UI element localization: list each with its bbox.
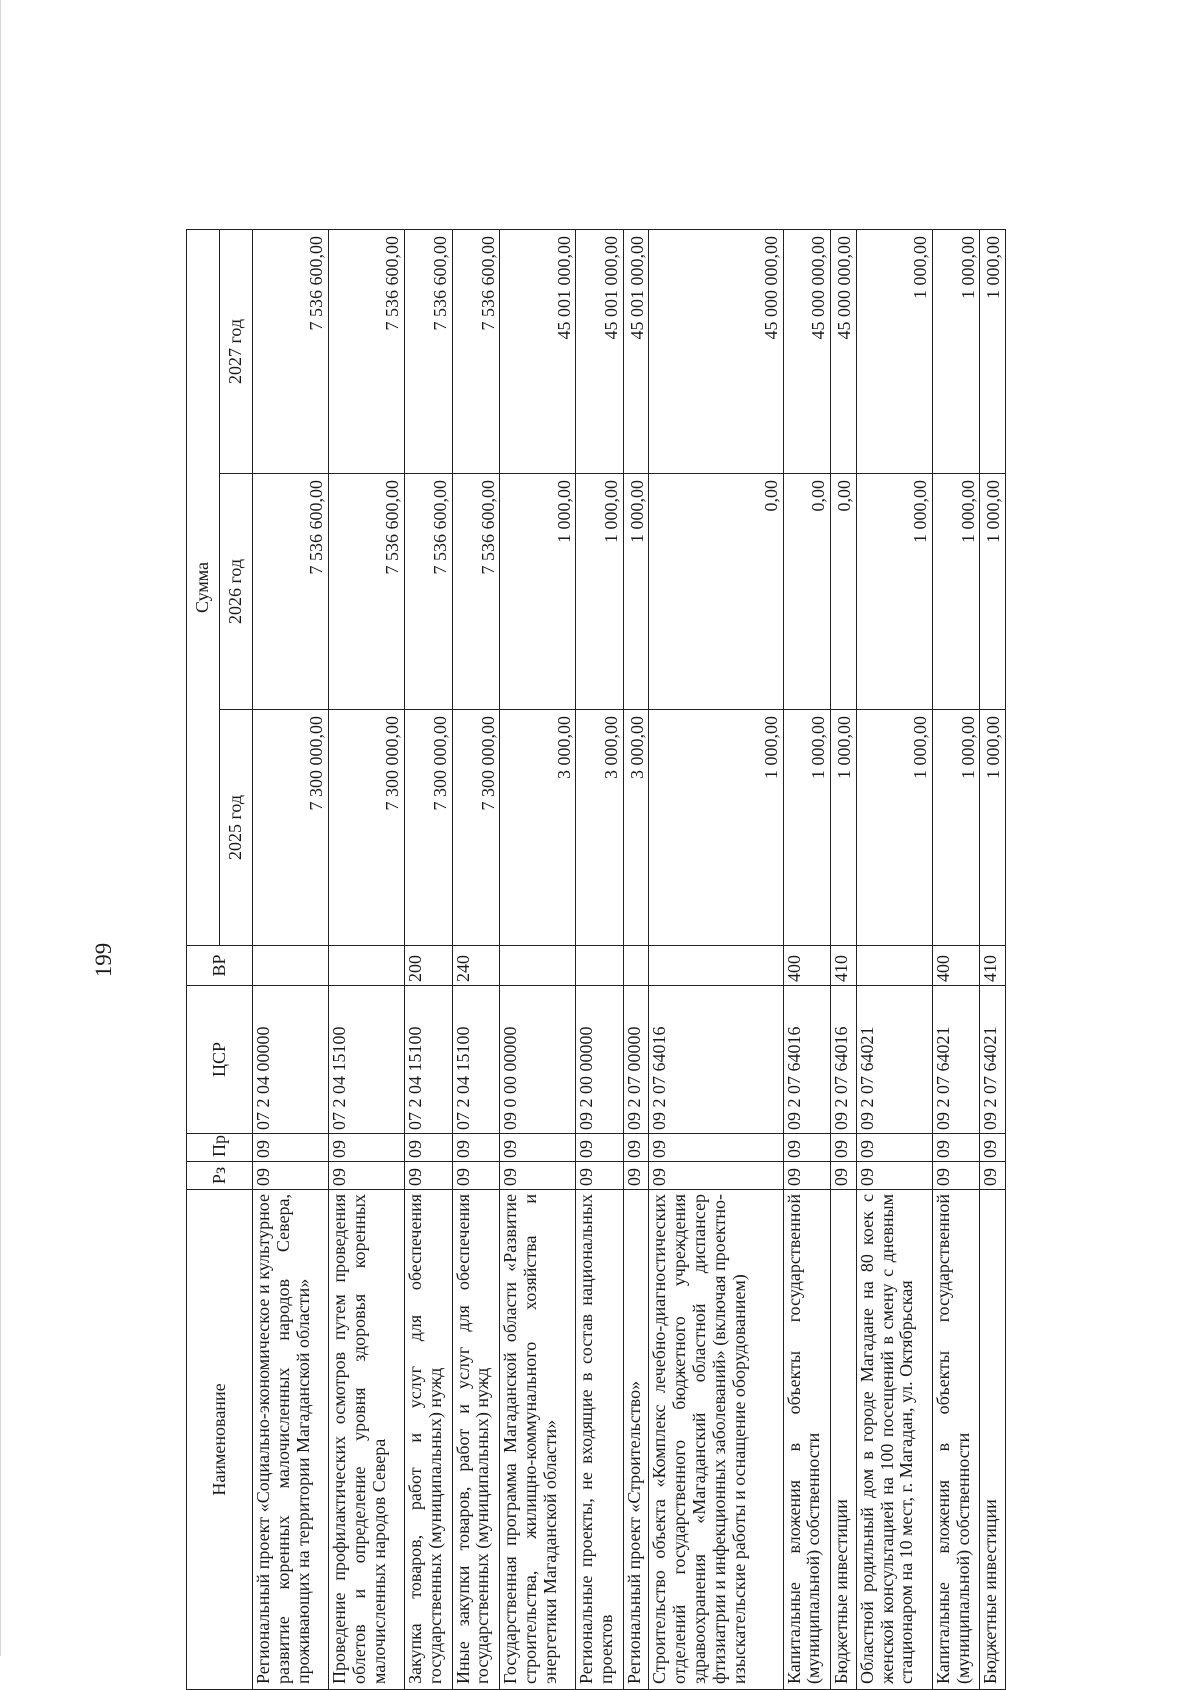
row-rz: 09	[452, 1162, 500, 1190]
row-vr: 410	[980, 946, 1006, 986]
row-name: Иные закупки товаров, работ и услуг для обеспечения государственных (муниципальных) нужд	[452, 1190, 500, 1690]
row-rz: 09	[329, 1162, 405, 1190]
row-2026: 7 536 600,00	[253, 474, 329, 710]
row-2026: 0,00	[783, 474, 831, 710]
row-vr: 410	[831, 946, 856, 986]
row-pr: 09	[783, 1134, 831, 1162]
row-2026: 7 536 600,00	[329, 474, 405, 710]
row-name: Государственная программа Магаданской области «Развитие строительства, жилищно-коммунального хозяйства и энергетики Магаданской области»	[500, 1190, 576, 1690]
header-2026: 2026 год	[220, 474, 253, 710]
table-row	[932, 229, 980, 1689]
row-csr: 07 2 04 00000	[253, 986, 329, 1134]
row-vr	[500, 946, 576, 986]
row-2025: 1 000,00	[980, 710, 1006, 946]
table-row	[500, 229, 576, 1689]
budget-table	[186, 229, 1006, 1690]
row-2025: 3 000,00	[576, 710, 624, 946]
row-vr: 400	[932, 946, 980, 986]
row-2025: 3 000,00	[623, 710, 648, 946]
row-2025: 3 000,00	[500, 710, 576, 946]
row-rz: 09	[576, 1162, 624, 1190]
table-row	[856, 229, 932, 1689]
scan-margin-line	[0, 0, 1, 1656]
row-2026: 0,00	[831, 474, 856, 710]
row-rz: 09	[623, 1162, 648, 1190]
row-csr: 07 2 04 15100	[405, 986, 453, 1134]
row-2026: 1 000,00	[576, 474, 624, 710]
row-csr: 09 2 07 64021	[856, 986, 932, 1134]
table-body	[253, 229, 1006, 1689]
row-name: Строительство объекта «Комплекс лечебно-диагностических отделений государственного бюджетного учреждения здравоохранения «Магаданский областной диспансер фтизиатрии и инфекционных заболеваний» (включая проектно-изыскательские работы и оснащение оборудованием)	[649, 1190, 783, 1690]
table-row	[623, 229, 648, 1689]
header-row-1	[187, 229, 220, 1689]
row-pr: 09	[500, 1134, 576, 1162]
row-csr: 09 2 00 00000	[576, 986, 624, 1134]
row-vr	[856, 946, 932, 986]
row-name: Областной родильный дом в городе Магадане на 80 коек с женской консультацией на 100 посещений в смену с дневным стационаром на 10 мест, г. Магадан, ул. Октябрьская	[856, 1190, 932, 1690]
row-pr: 09	[623, 1134, 648, 1162]
row-name: Бюджетные инвестиции	[980, 1190, 1006, 1690]
row-2026: 1 000,00	[623, 474, 648, 710]
row-pr: 09	[831, 1134, 856, 1162]
row-2025: 1 000,00	[932, 710, 980, 946]
table-row	[253, 229, 329, 1689]
row-vr	[623, 946, 648, 986]
row-2026: 1 000,00	[932, 474, 980, 710]
header-pr: Пр	[187, 1134, 253, 1162]
row-2025: 1 000,00	[783, 710, 831, 946]
row-2027: 1 000,00	[856, 229, 932, 473]
row-2025: 7 300 000,00	[452, 710, 500, 946]
row-2027: 45 000 000,00	[783, 229, 831, 473]
table-row	[329, 229, 405, 1689]
row-pr: 09	[649, 1134, 783, 1162]
row-rz: 09	[253, 1162, 329, 1190]
header-2027: 2027 год	[220, 229, 253, 473]
row-rz: 09	[783, 1162, 831, 1190]
header-2025: 2025 год	[220, 710, 253, 946]
row-2025: 7 300 000,00	[253, 710, 329, 946]
row-rz: 09	[831, 1162, 856, 1190]
row-2026: 7 536 600,00	[452, 474, 500, 710]
row-pr: 09	[932, 1134, 980, 1162]
row-pr: 09	[856, 1134, 932, 1162]
header-rz: Рз	[187, 1162, 253, 1190]
row-2027: 7 536 600,00	[405, 229, 453, 473]
row-2027: 7 536 600,00	[253, 229, 329, 473]
table-row	[649, 229, 783, 1689]
row-csr: 09 2 07 64021	[932, 986, 980, 1134]
row-pr: 09	[576, 1134, 624, 1162]
row-2027: 7 536 600,00	[329, 229, 405, 473]
table-row	[405, 229, 453, 1689]
row-rz: 09	[856, 1162, 932, 1190]
row-csr: 09 2 07 64016	[649, 986, 783, 1134]
row-pr: 09	[253, 1134, 329, 1162]
table-row	[980, 229, 1006, 1689]
row-name: Региональные проекты, не входящие в состав национальных проектов	[576, 1190, 624, 1690]
row-name: Капитальные вложения в объекты государственной (муниципальной) собственности	[932, 1190, 980, 1690]
row-2025: 7 300 000,00	[405, 710, 453, 946]
row-rz: 09	[405, 1162, 453, 1190]
row-vr: 200	[405, 946, 453, 986]
row-csr: 07 2 04 15100	[329, 986, 405, 1134]
row-pr: 09	[329, 1134, 405, 1162]
row-csr: 09 2 07 64016	[831, 986, 856, 1134]
row-2027: 7 536 600,00	[452, 229, 500, 473]
row-name: Закупка товаров, работ и услуг для обеспечения государственных (муниципальных) нужд	[405, 1190, 453, 1690]
row-csr: 07 2 04 15100	[452, 986, 500, 1134]
row-rz: 09	[500, 1162, 576, 1190]
row-pr: 09	[405, 1134, 453, 1162]
row-csr: 09 2 07 64021	[980, 986, 1006, 1134]
row-2026: 1 000,00	[856, 474, 932, 710]
row-2025: 1 000,00	[649, 710, 783, 946]
row-2027: 1 000,00	[980, 229, 1006, 473]
row-2027: 45 001 000,00	[500, 229, 576, 473]
row-name: Капитальные вложения в объекты государственной (муниципальной) собственности	[783, 1190, 831, 1690]
row-vr: 400	[783, 946, 831, 986]
row-2025: 1 000,00	[856, 710, 932, 946]
row-name: Региональный проект «Строительство»	[623, 1190, 648, 1690]
row-pr: 09	[452, 1134, 500, 1162]
row-vr	[649, 946, 783, 986]
row-name: Бюджетные инвестиции	[831, 1190, 856, 1690]
row-rz: 09	[980, 1162, 1006, 1190]
row-vr: 240	[452, 946, 500, 986]
row-2026: 1 000,00	[500, 474, 576, 710]
row-rz: 09	[932, 1162, 980, 1190]
row-csr: 09 2 07 64016	[783, 986, 831, 1134]
row-2026: 1 000,00	[980, 474, 1006, 710]
row-2026: 0,00	[649, 474, 783, 710]
rotated-page	[91, 230, 1006, 1690]
table-row	[783, 229, 831, 1689]
page-number: 199	[91, 942, 116, 978]
row-vr	[253, 946, 329, 986]
header-csr: ЦСР	[187, 986, 253, 1134]
row-csr: 09 2 07 00000	[623, 986, 648, 1134]
row-name: Проведение профилактических осмотров путем проведения облетов и определение уровня здоровья коренных малочисленных народов Севера	[329, 1190, 405, 1690]
row-2027: 45 000 000,00	[649, 229, 783, 473]
table-row	[831, 229, 856, 1689]
header-vr: ВР	[187, 946, 253, 986]
row-2027: 1 000,00	[932, 229, 980, 473]
header-sum: Сумма	[187, 229, 220, 945]
table-row	[452, 229, 500, 1689]
row-2025: 7 300 000,00	[329, 710, 405, 946]
row-vr	[576, 946, 624, 986]
row-csr: 09 0 00 00000	[500, 986, 576, 1134]
row-2027: 45 001 000,00	[576, 229, 624, 473]
row-2027: 45 001 000,00	[623, 229, 648, 473]
row-rz: 09	[649, 1162, 783, 1190]
row-pr: 09	[980, 1134, 1006, 1162]
row-2026: 7 536 600,00	[405, 474, 453, 710]
row-vr	[329, 946, 405, 986]
table-row	[576, 229, 624, 1689]
row-2025: 1 000,00	[831, 710, 856, 946]
row-2027: 45 000 000,00	[831, 229, 856, 473]
row-name: Региональный проект «Социально-экономическое и культурное развитие коренных малочисленных народов Севера, проживающих на территории Магаданской области»	[253, 1190, 329, 1690]
header-name: Наименование	[187, 1190, 253, 1690]
